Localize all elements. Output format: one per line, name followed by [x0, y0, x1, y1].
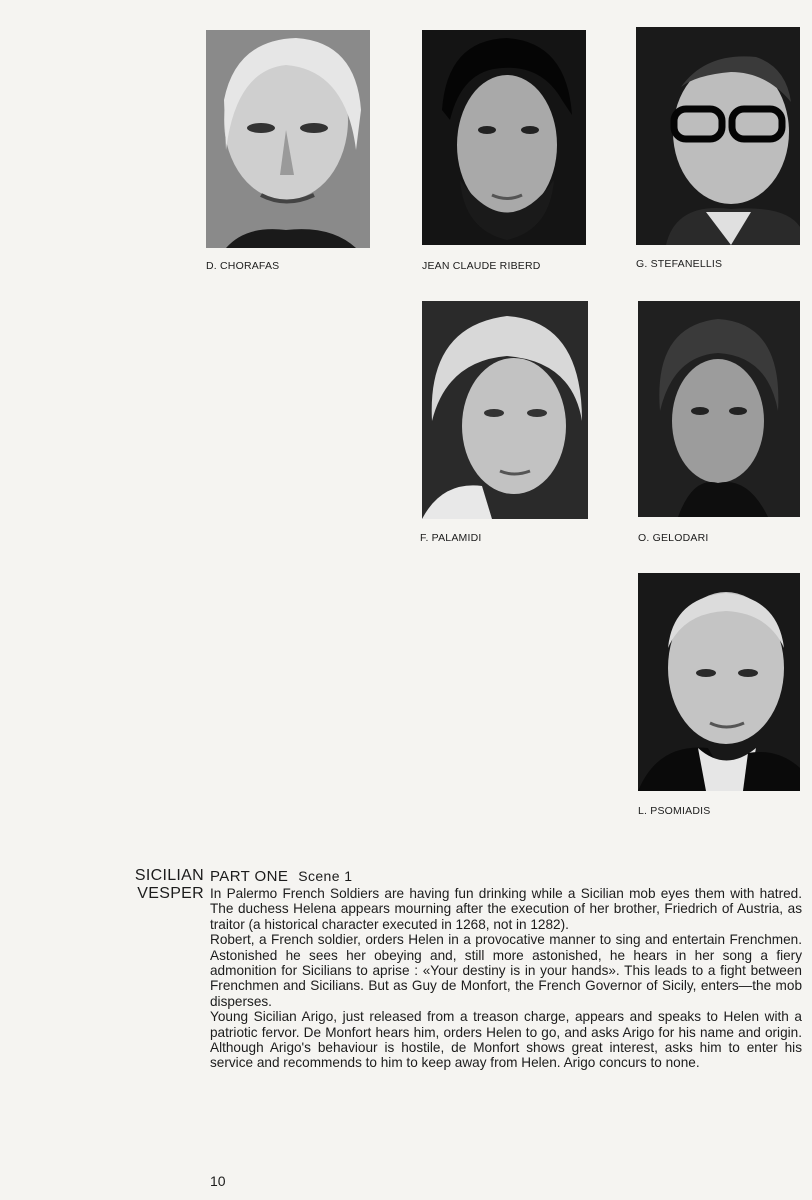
portrait-photo-icon: [638, 301, 800, 517]
synopsis-paragraph: In Palermo French Soldiers are having fun drinking while a Sicilian mob eyes them with hatred. The duchess Helena appears mourning after the execution of her brother, Friedrich of Austria, as traitor (a historical character executed in 1268, not in 1282).: [210, 886, 802, 932]
page-number: 10: [210, 1173, 226, 1189]
portrait-photo-icon: [422, 30, 586, 245]
portrait-gelodari: [638, 301, 800, 517]
portrait-stefanellis: [636, 27, 800, 245]
portrait-photo-icon: [638, 573, 800, 791]
portrait-riberd: [422, 30, 586, 245]
part-label: PART ONE: [210, 868, 289, 885]
opera-title-line: VESPER: [137, 885, 204, 902]
portrait-photo-icon: [206, 30, 370, 248]
portrait-psomiadis: [638, 573, 800, 791]
synopsis-text: [210, 886, 802, 1071]
portrait-caption: G. STEFANELLIS: [636, 258, 723, 270]
portrait-caption: JEAN CLAUDE RIBERD: [422, 260, 541, 272]
portrait-caption: F. PALAMIDI: [420, 532, 482, 544]
opera-title: [124, 867, 204, 903]
scene-label: Scene 1: [298, 868, 353, 884]
portrait-caption: D. CHORAFAS: [206, 260, 280, 272]
synopsis-paragraph: Robert, a French soldier, orders Helen in a provocative manner to sing and entertain Frenchmen. Astonished he sees her obeying and, still more astonished, he hears in her song a fiery admonition for Sicilians to aprise : «Your destiny is in your hands». This leads to a fight between Frenchmen and Sicilians. But as Guy de Monfort, the French Governor of Sicily, enters—the mob disperses.: [210, 932, 802, 1009]
portrait-caption: O. GELODARI: [638, 532, 709, 544]
portrait-caption: L. PSOMIADIS: [638, 805, 711, 817]
portrait-photo-icon: [636, 27, 800, 245]
part-heading: [210, 867, 352, 886]
portrait-palamidi: [422, 301, 588, 519]
portrait-chorafas: [206, 30, 370, 248]
portrait-photo-icon: [422, 301, 588, 519]
synopsis-paragraph: Young Sicilian Arigo, just released from a treason charge, appears and speaks to Helen with a patriotic fervor. De Monfort hears him, orders Helen to go, and asks Arigo for his name and origin. Although Arigo's behaviour is hostile, de Monfort shows great interest, asks him to enter his service and recommends to him to keep away from Helen. Arigo concurs to none.: [210, 1009, 802, 1071]
opera-title-line: SICILIAN: [134, 867, 204, 884]
